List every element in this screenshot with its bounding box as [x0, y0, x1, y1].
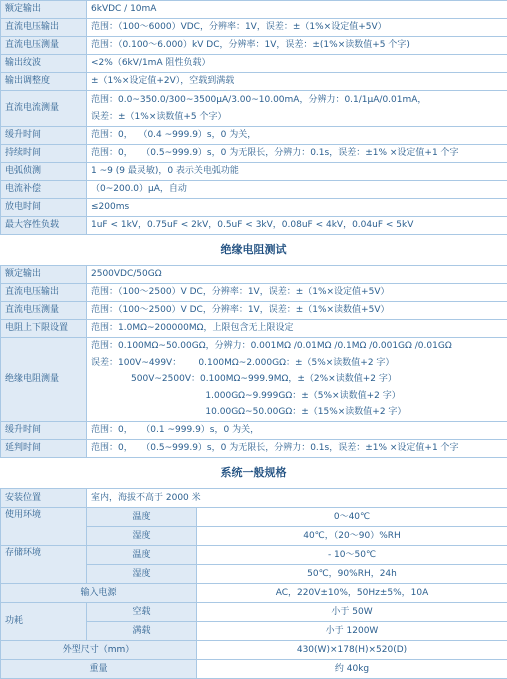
- spec-value: [87, 73, 507, 91]
- spec-value: [87, 199, 507, 217]
- dimension-value: 430(W)×178(H)×520(D): [197, 641, 507, 660]
- spec-value: [87, 302, 507, 320]
- spec-row: [1, 320, 507, 338]
- spec-value-line: ±（1%×设定值+2V），空载到满载: [91, 76, 503, 87]
- spec-label: 最大容性负载: [1, 217, 87, 235]
- spec-value: [87, 163, 507, 181]
- spec-label: 电弧侦测: [1, 163, 87, 181]
- spec-value-line: 范围：0， （0.5~999.9）s，0 为无限长，分辨力：0.1s，误差：±1% ×设定值+1 个字: [91, 443, 503, 454]
- spec-value: [87, 217, 507, 235]
- spec-value-line: 1 ~9 (9 最灵敏)，0 表示关电弧功能: [91, 166, 503, 177]
- spec-row: [1, 73, 507, 91]
- spec-label: 直流电压测量: [1, 302, 87, 320]
- spec-value: [87, 422, 507, 440]
- store-humid-label: 湿度: [87, 565, 197, 584]
- spec-value: [87, 181, 507, 199]
- spec-value: [87, 19, 507, 37]
- dcw-spec-table: [0, 0, 507, 235]
- spec-label: 放电时间: [1, 199, 87, 217]
- spec-row: [1, 422, 507, 440]
- spec-row: [1, 302, 507, 320]
- store-env-label: 存储环境: [1, 546, 87, 584]
- power-idle-label: 空载: [87, 603, 197, 622]
- spec-label: 输出调整度: [1, 73, 87, 91]
- spec-row: [1, 338, 507, 422]
- spec-label: 绝缘电阻测量: [1, 338, 87, 422]
- spec-value-line: 范围：（0.100～6.000）kV DC，分辨率：1V，误差：±(1%×读数值+5 个字): [91, 40, 503, 51]
- spec-row: [1, 55, 507, 73]
- install-label: 安装位置: [1, 489, 87, 508]
- spec-value: [87, 91, 507, 127]
- power-consumption-label: 功耗: [1, 603, 87, 641]
- spec-row: [1, 19, 507, 37]
- power-full-label: 满载: [87, 622, 197, 641]
- spec-value: [87, 37, 507, 55]
- spec-value-line: 范围：0， （0.1 ~999.9）s，0 为关，: [91, 425, 503, 436]
- spec-value-line: 范围：0.100MΩ~50.00GΩ，分辨力：0.001MΩ /0.01MΩ /0.1MΩ /0.001GΩ /0.01GΩ: [91, 338, 503, 355]
- spec-label: 额定输出: [1, 1, 87, 19]
- spec-value-line: 1.000GΩ~9.999GΩ：±（5%×读数值+2 字）: [91, 388, 503, 405]
- spec-value-line: 范围：0， （0.4 ~999.9）s，0 为关，: [91, 130, 503, 141]
- power-idle-value: 小于 50W: [197, 603, 507, 622]
- spec-value-line: 范围：（100～2500）V DC，分辨率：1V，误差：±（1%×读数值+5V）: [91, 305, 503, 316]
- spec-row: [1, 181, 507, 199]
- spec-row: [1, 440, 507, 458]
- spec-label: 电流补偿: [1, 181, 87, 199]
- spec-value-line: 500V~2500V：0.100MΩ~999.9MΩ，±（2%×读数值+2 字）: [91, 371, 503, 388]
- spec-value-line: ≤200ms: [91, 202, 503, 213]
- spec-row: [1, 37, 507, 55]
- spec-row: [1, 217, 507, 235]
- spec-label: 延判时间: [1, 440, 87, 458]
- dimension-label: 外型尺寸（mm）: [1, 641, 197, 660]
- spec-value: [87, 1, 507, 19]
- spec-value: [87, 127, 507, 145]
- use-humid-value: 40℃，（20～90）%RH: [197, 527, 507, 546]
- power-full-value: 小于 1200W: [197, 622, 507, 641]
- spec-value-line: 范围：（100～2500）V DC，分辨率：1V，误差：±（1%×设定值+5V）: [91, 287, 503, 298]
- power-input-label: 输入电源: [1, 584, 197, 603]
- spec-value-line: 误差：±（1%×读数值+5 个字）: [91, 109, 503, 126]
- spec-label: 额定输出: [1, 266, 87, 284]
- install-value: 室内，海拔不高于 2000 米: [87, 489, 507, 508]
- spec-value: [87, 266, 507, 284]
- spec-value-line: 误差：100V~499V： 0.100MΩ~2.000GΩ：±（5%×读数值+2 字）: [91, 355, 503, 372]
- spec-label: 直流电压输出: [1, 284, 87, 302]
- ir-spec-table: [0, 265, 507, 458]
- spec-value-line: 1uF < 1kV，0.75uF < 2kV，0.5uF < 3kV，0.08uF < 4kV，0.04uF < 5kV: [91, 220, 503, 231]
- spec-value-line: 范围：（100～6000）VDC，分辨率：1V，误差：±（1%×设定值+5V）: [91, 22, 503, 33]
- spec-row: [1, 1, 507, 19]
- spec-value-line: （0~200.0）μA，自动: [91, 184, 503, 195]
- spec-value: [87, 145, 507, 163]
- spec-label: 电阻上下限设置: [1, 320, 87, 338]
- spec-value: [87, 284, 507, 302]
- spec-value-line: 范围：0.0~350.0/300~3500μA/3.00~10.00mA，分辨力：0.1/1μA/0.01mA，: [91, 92, 503, 109]
- spec-label: 持续时间: [1, 145, 87, 163]
- spec-value-line: 范围：0， （0.5~999.9）s，0 为无限长，分辨力：0.1s，误差：±1% ×设定值+1 个字: [91, 148, 503, 159]
- section-title-insulation: 绝缘电阻测试: [0, 235, 507, 265]
- spec-row: [1, 163, 507, 181]
- use-temp-label: 温度: [87, 508, 197, 527]
- spec-value-line: 10.00GΩ~50.00GΩ：±（15%×读数值+2 字）: [91, 404, 503, 421]
- use-temp-value: 0～40℃: [197, 508, 507, 527]
- general-spec-table: [0, 488, 507, 679]
- spec-value: [87, 440, 507, 458]
- spec-label: 缓升时间: [1, 422, 87, 440]
- spec-value: [87, 320, 507, 338]
- spec-row: [1, 284, 507, 302]
- spec-row: [1, 199, 507, 217]
- weight-label: 重量: [1, 660, 197, 679]
- use-env-label: 使用环境: [1, 508, 87, 546]
- power-input-value: AC，220V±10%，50Hz±5%，10A: [197, 584, 507, 603]
- spec-label: 输出纹波: [1, 55, 87, 73]
- spec-row: [1, 127, 507, 145]
- spec-value-line: 2500VDC/50GΩ: [91, 269, 503, 280]
- section-title-general: 系统一般规格: [0, 458, 507, 488]
- spec-label: 直流电流测量: [1, 91, 87, 127]
- spec-row: [1, 145, 507, 163]
- spec-value-line: 6kVDC / 10mA: [91, 4, 503, 15]
- spec-value: [87, 338, 507, 422]
- store-temp-value: - 10～50℃: [197, 546, 507, 565]
- weight-value: 约 40kg: [197, 660, 507, 679]
- spec-row: [1, 266, 507, 284]
- spec-label: 直流电压输出: [1, 19, 87, 37]
- spec-label: 缓升时间: [1, 127, 87, 145]
- store-temp-label: 温度: [87, 546, 197, 565]
- use-humid-label: 湿度: [87, 527, 197, 546]
- spec-value-line: <2%（6kV/1mA 阻性负载）: [91, 58, 503, 69]
- spec-value: [87, 55, 507, 73]
- spec-label: 直流电压测量: [1, 37, 87, 55]
- spec-row: [1, 91, 507, 127]
- spec-value-line: 范围：1.0MΩ~200000MΩ，上限包含无上限设定: [91, 323, 503, 334]
- store-humid-value: 50℃，90%RH，24h: [197, 565, 507, 584]
